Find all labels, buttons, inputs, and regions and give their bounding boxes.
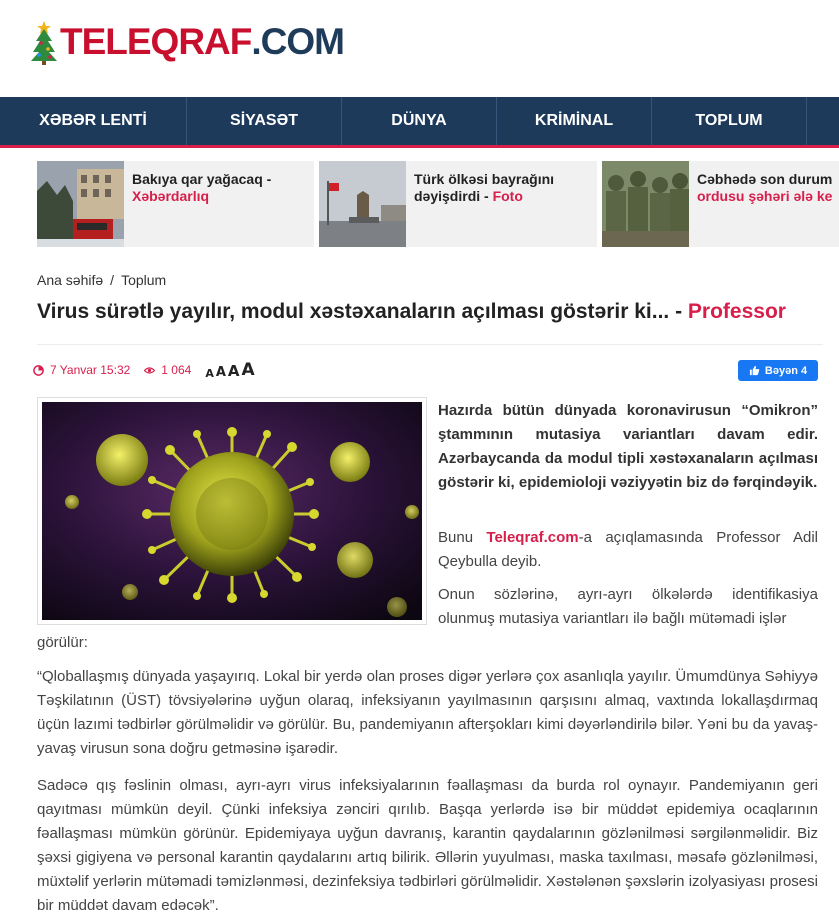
nav-item-more[interactable] (807, 97, 839, 145)
font-size-s-button[interactable]: A (215, 364, 226, 380)
breadcrumb-home-link[interactable]: Ana səhifə (37, 272, 104, 288)
teaser-thumbnail (602, 161, 689, 247)
main-nav (0, 97, 839, 148)
teaser-card[interactable] (319, 161, 597, 247)
breadcrumb-category-link[interactable]: Toplum (121, 272, 167, 288)
article-paragraph: Sadəcə qış fəslinin olması, ayrı-ayrı virus infeksiyalarının fəallaşması da burda rol oynayır. Pandemiyanın geri qayıtması mümkün deyil. Çünki infeksiya zənciri qırılıb. Başqa yerlərdə isə bir müddət epidemiya ocaqlarının fəallaşması mümkün görünür. Epidemiyaya uyğun davranış, karantin qaydalarının gözlənilməsi sərgilənməlidir. Biz şəxsi gigiyena və personal karantin qaydalarını artıq bilirik. Əllərin yuyulması, maska taxılması, məsafə gözlənilməsi, müxtəlif yerlərin mütəmadi təmizlənməsi, dezinfeksiya tədbirləri görülməlidir. Xəstələnən şəxslərin izolyasiyası prosesi bir müddət davam edəcək”. (37, 777, 818, 914)
logo-text-domain: .COM (251, 21, 344, 62)
nav-item-dunya[interactable]: DÜNYA (342, 97, 497, 145)
teaser-title: Bakıya qar yağacaq - Xəbərdarlıq (132, 171, 272, 204)
virus-illustration (42, 402, 422, 620)
font-size-xs-button[interactable]: A (205, 366, 214, 380)
facebook-like-button[interactable]: Bəyən 4 (738, 360, 818, 381)
article-meta (33, 359, 257, 380)
article-paragraph: “Qloballaşmış dünyada yaşayırıq. Lokal bir yerdə olan proses digər yerlərə çox asanlıqla yayılır. Ümumdünya Səhiyyə Təşkilatının (ÜST) tövsiyələrinə uyğun olaraq, infeksiyanın yayılmasının qarşısını almaq, vaxtında lokallaşdırmaq üçün lazımi tədbirlər görülməlidir və görülür. Bu, pandemiyanın afterşokları kimi dəyərləndirilə bilər. Yəni bu da yavaş-yavaş virusun sona doğru getməsinə işarədir. (37, 668, 818, 757)
article-image (37, 397, 427, 625)
source-link[interactable]: Teleqraf.com (486, 529, 579, 546)
article-paragraph: Bunu Teleqraf.com-a açıqlamasında Professor Adil Qeybulla deyib. (438, 529, 818, 570)
article-area (0, 263, 839, 921)
breadcrumb (37, 272, 166, 288)
article-paragraph: Onun sözlərinə, ayrı-ayrı ölkələrdə identifikasiya olunmuş mutasiya variantları ilə bağlı mütəmadi işlər (438, 586, 818, 627)
teaser-title: Türk ölkəsi bayrağını dəyişdirdi - Foto (414, 171, 555, 204)
facebook-like-icon (749, 365, 760, 376)
logo-text-main: TELEQRAF (60, 21, 252, 62)
font-size-m-button[interactable]: A (227, 361, 240, 380)
font-size-controls (205, 359, 256, 380)
nav-item-toplum[interactable]: TOPLUM (652, 97, 807, 145)
publish-date: 7 Yanvar 15:32 (33, 363, 130, 377)
site-logo[interactable] (30, 18, 344, 66)
eye-icon (144, 365, 155, 376)
nav-item-xeber-lenti[interactable]: XƏBƏR LENTİ (0, 97, 187, 145)
teaser-card[interactable] (37, 161, 314, 247)
teaser-card[interactable] (602, 161, 839, 247)
article-title: Virus sürətlə yayılır, modul xəstəxanaların açılması göstərir ki... - Professor (37, 300, 786, 323)
divider (37, 344, 823, 345)
teaser-thumbnail (37, 161, 124, 247)
article-lead: Hazırda bütün dünyada koronavirusun “Omikron” ştammının mutasiya variantları davam edir. Azərbaycanda da modul tipli xəstəxanaların açılması göstərir ki, epidemioloji vəziyyətin biz də fərqindəyik. (438, 402, 818, 491)
site-header (0, 0, 839, 97)
font-size-l-button[interactable]: A (241, 359, 255, 380)
teaser-thumbnail (319, 161, 406, 247)
view-count: 1 064 (144, 363, 191, 377)
tree-icon (30, 19, 58, 65)
teaser-title: Cəbhədə son durum ordusu şəhəri ələ ke (697, 171, 833, 204)
article-paragraph-continued: görülür: (37, 634, 88, 651)
top-stories-strip (0, 148, 839, 263)
clock-icon (33, 365, 44, 376)
breadcrumb-separator: / (110, 272, 115, 288)
nav-item-siyaset[interactable]: SİYASƏT (187, 97, 342, 145)
nav-item-kriminal[interactable]: KRİMİNAL (497, 97, 652, 145)
